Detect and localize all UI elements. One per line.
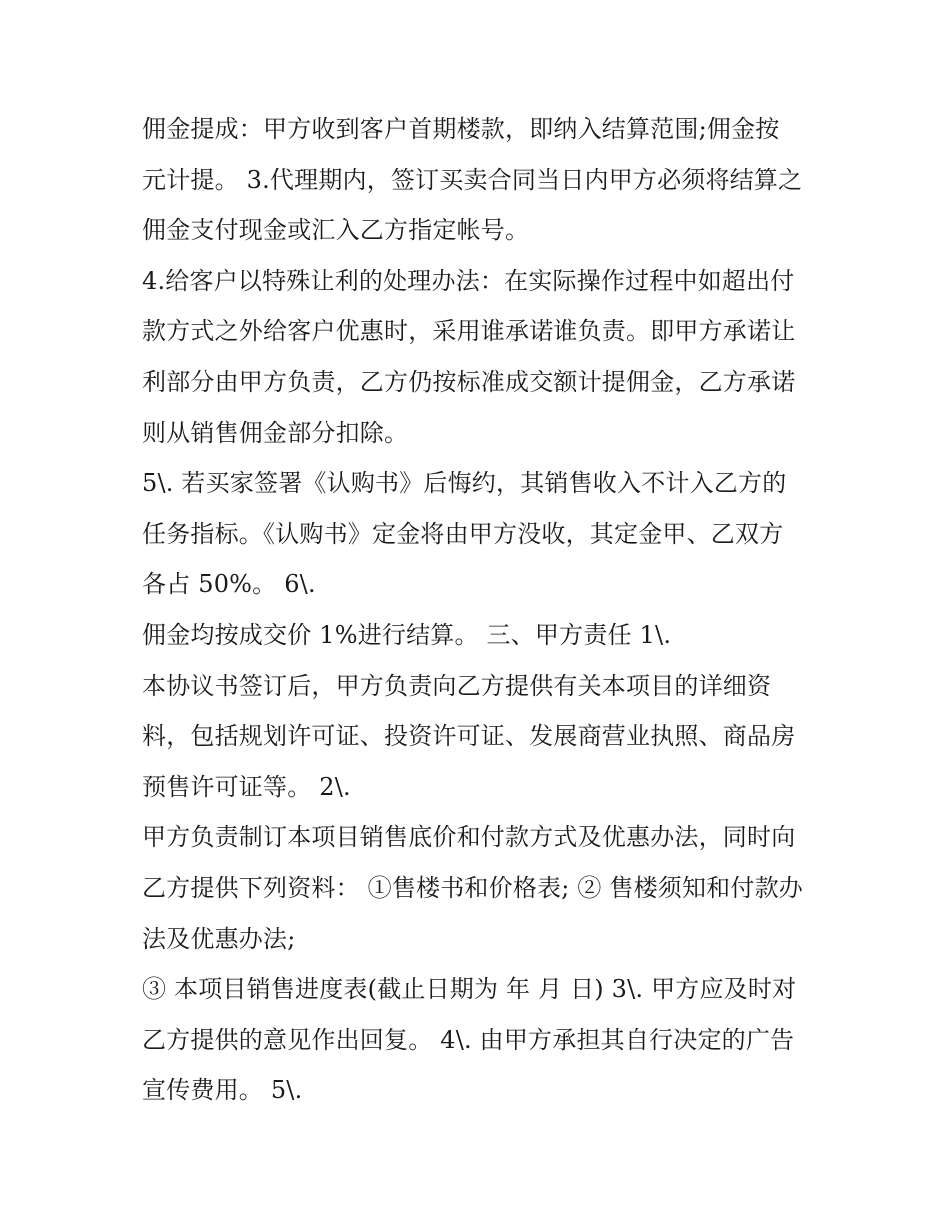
text-line: 佣金提成：甲方收到客户首期楼款，即纳入结算范围;佣金按 [142, 115, 780, 143]
text-line: 5\. 若买家签署《认购书》后悔约，其销售收入不计入乙方的 [142, 469, 787, 498]
text-line: 4.给客户以特殊让利的处理办法：在实际操作过程中如超出付 [142, 266, 795, 295]
text-line: 料，包括规划许可证、投资许可证、发展商营业执照、商品房 [142, 722, 796, 751]
text-line: 元计提。 3.代理期内，签订买卖合同当日内甲方必须将结算之 [142, 165, 803, 194]
text-line: 则从销售佣金部分扣除。 [142, 418, 409, 447]
text-line: 宣传费用。 5\. [142, 1076, 303, 1105]
document-page [142, 104, 822, 1116]
text-line: 各占 50%。 6\. [142, 570, 316, 599]
text-line: ③ 本项目销售进度表(截止日期为 年 月 日) 3\. 甲方应及时对 [142, 975, 797, 1004]
text-line: 预售许可证等。 2\. [142, 772, 351, 801]
text-line: 任务指标。《认购书》定金将由甲方没收，其定金甲、乙双方 [142, 519, 784, 548]
text-line: 款方式之外给客户优惠时，采用谁承诺谁负责。即甲方承诺让 [142, 317, 796, 346]
text-line: 法及优惠办法; [142, 924, 296, 953]
text-line: 佣金均按成交价 1%进行结算。 三、甲方责任 1\. [142, 620, 672, 649]
text-line: 甲方负责制订本项目销售底价和付款方式及优惠办法，同时向 [142, 823, 796, 852]
text-line: 乙方提供的意见作出回复。 4\. 由甲方承担其自行决定的广告 [142, 1025, 795, 1054]
text-line: 本协议书签订后，甲方负责向乙方提供有关本项目的详细资 [142, 671, 772, 700]
text-line: 乙方提供下列资料： ①售楼书和价格表; ② 售楼须知和付款办 [142, 873, 803, 902]
text-line: 佣金支付现金或汇入乙方指定帐号。 [142, 216, 530, 245]
text-line: 利部分由甲方负责，乙方仍按标准成交额计提佣金，乙方承诺 [142, 367, 796, 396]
